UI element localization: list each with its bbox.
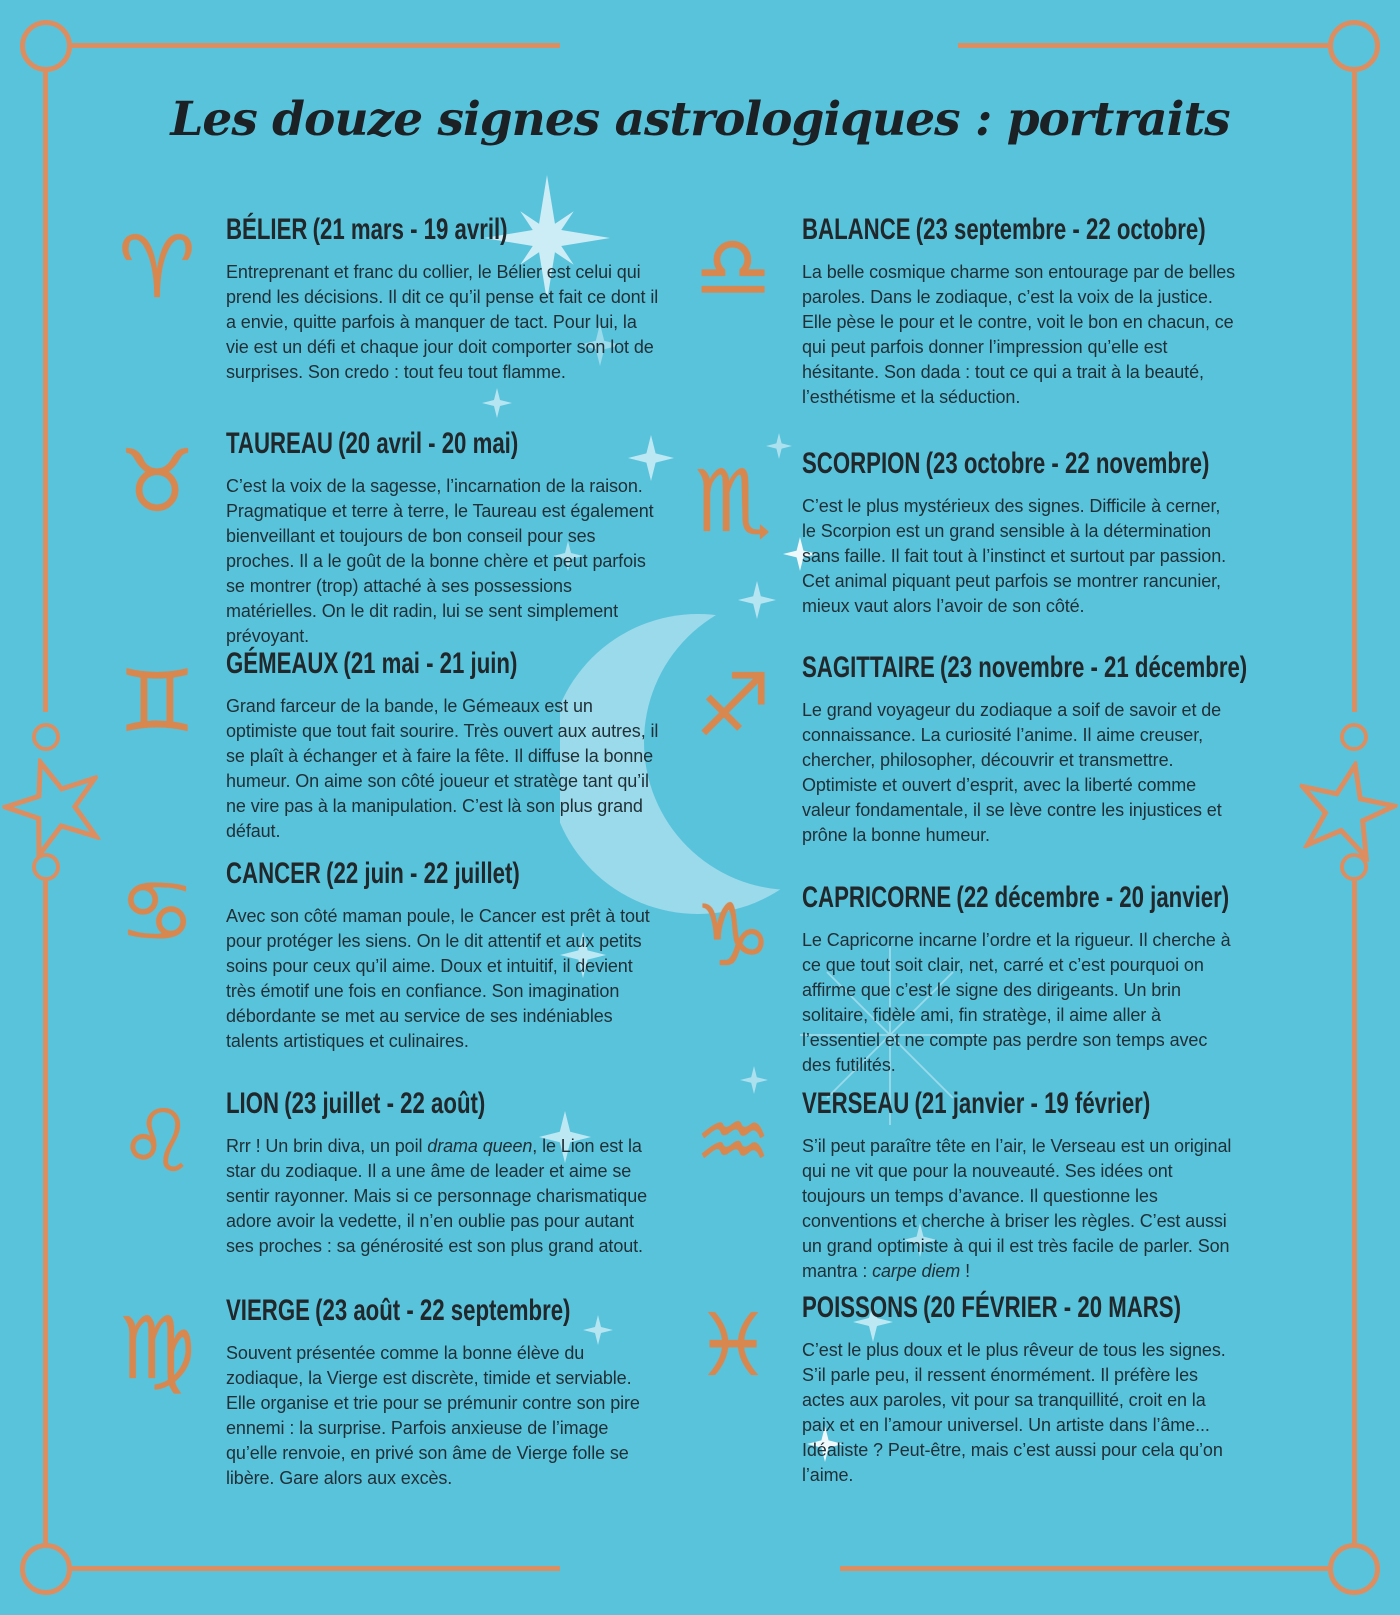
sign-heading-scorpion: SCORPION (23 octobre - 22 novembre) <box>802 447 1210 480</box>
sign-heading-vierge: VIERGE (23 août - 22 septembre) <box>226 1294 571 1327</box>
sparkle-icon <box>482 388 512 418</box>
sign-description-belier: Entreprenant et franc du collier, le Bélier est celui qui prend les décisions. Il dit ce qu’il pense et fait ce dont il a envie, quitte parfois à manquer de tact. Pour lui, la vie est un défi et chaque jour doit comporter son lot de surprises. Son credo : tout feu tout flamme. <box>226 262 659 382</box>
sign-description-taureau: C’est la voix de la sagesse, l’incarnation de la raison. Pragmatique et terre à terre, le Taureau est également bienveillant et toujours de bon conseil pour ses proches. Il a le goût de la bonne chère et peut parfois se montrer (trop) attaché à ses possessions matérielles. On le dit radin, lui se sent simplement prévoyant. <box>226 476 654 646</box>
sign-heading-sagittaire: SAGITTAIRE (23 novembre - 21 décembre) <box>802 651 1248 684</box>
frame-line-bottom-right <box>840 1566 1328 1571</box>
sign-section-balance <box>664 213 1246 410</box>
leo-lion-icon: ♌ <box>118 1092 196 1192</box>
cancer-crab-icon: ♋ <box>118 862 196 962</box>
frame-line-right-lower <box>1352 881 1357 1543</box>
sign-section-vierge <box>88 1294 670 1491</box>
sign-heading-poissons: POISSONS (20 FÉVRIER - 20 MARS) <box>802 1291 1181 1324</box>
frame-line-left-lower <box>43 881 48 1543</box>
sagittarius-archer-icon: ♐ <box>694 656 772 756</box>
taurus-bull-icon: ♉ <box>118 432 196 532</box>
sign-heading-balance: BALANCE (23 septembre - 22 octobre) <box>802 213 1206 246</box>
frame-corner-circle-bottom-right <box>1328 1543 1380 1595</box>
sign-section-gemeaux <box>88 647 670 844</box>
scorpio-scorpion-icon: ♏ <box>694 452 772 552</box>
gemini-twins-icon: ♊ <box>118 652 196 752</box>
sign-heading-capricorne: CAPRICORNE (22 décembre - 20 janvier) <box>802 881 1230 914</box>
sign-section-sagittaire <box>664 651 1246 848</box>
frame-corner-circle-bottom-left <box>20 1543 72 1595</box>
sign-description-balance: La belle cosmique charme son entourage par de belles paroles. Dans le zodiaque, c’est la voix de la justice. Elle pèse le pour et le contre, voit le bon en chacun, ce qui peut parfois donner l’impression qu’elle est hésitante. Son dada : tout ce qui a trait à la beauté, l’esthétisme et la séduction. <box>802 262 1236 407</box>
sign-section-cancer <box>88 857 670 1054</box>
frame-line-top-right <box>958 43 1328 48</box>
sign-description-vierge: Souvent présentée comme la bonne élève du zodiaque, la Vierge est discrète, timide et serviable. Elle organise et trie pour se prémunir contre son pire ennemi : la surprise. Parfois anxieuse de l’image qu’elle renvoie, en privé son âme de Vierge folle se libère. Gare alors aux excès. <box>226 1343 640 1488</box>
sign-description-lion: Rrr ! Un brin diva, un poil drama queen, le Lion est la star du zodiaque. Il a une âme de leader et aime se sentir rayonner. Mais si ce personnage charismatique adore avoir la vedette, il n’en oublie pas pour autant ses proches : sa générosité est son plus grand atout. <box>226 1136 648 1256</box>
sign-heading-gemeaux: GÉMEAUX (21 mai - 21 juin) <box>226 647 518 680</box>
frame-line-left-upper <box>43 72 48 712</box>
frame-small-circle-left-upper <box>32 723 60 751</box>
star-outline-right-icon <box>1287 751 1400 866</box>
frame-line-top-left <box>72 43 560 48</box>
frame-small-circle-right-upper <box>1340 723 1368 751</box>
sign-section-taureau <box>88 427 670 649</box>
sign-description-cancer: Avec son côté maman poule, le Cancer est prêt à tout pour protéger les siens. On le dit attentif et aux petits soins pour ceux qu’il aime. Doux et intuitif, il devient très émotif une fois en confiance. Son imagination débordante se met au service de ses indéniables talents artistiques et culinaires. <box>226 906 650 1051</box>
sign-description-verseau: S’il peut paraître tête en l’air, le Verseau est un original qui ne vit que pour la nouveauté. Ses idées ont toujours un temps d’avance. Il questionne les conventions et cherche à briser les règles. C’est aussi un grand optimiste à qui il est très facile de parler. Son mantra : carpe diem ! <box>802 1136 1232 1281</box>
page-title: Les douze signes astrologiques : portraits <box>170 92 1230 147</box>
sign-heading-verseau: VERSEAU (21 janvier - 19 février) <box>802 1087 1151 1120</box>
sign-description-scorpion: C’est le plus mystérieux des signes. Difficile à cerner, le Scorpion est un grand sensible à la détermination sans faille. Il fait tout à l’instinct et surtout par passion. Cet animal piquant peut parfois se montrer rancunier, mieux vaut alors l’avoir de son côté. <box>802 496 1227 616</box>
sign-heading-belier: BÉLIER (21 mars - 19 avril) <box>226 213 508 246</box>
virgo-maiden-icon: ♍ <box>118 1299 196 1399</box>
sign-section-lion <box>88 1087 670 1259</box>
pisces-fish-icon: ♓ <box>694 1296 772 1396</box>
sign-heading-taureau: TAUREAU (20 avril - 20 mai) <box>226 427 519 460</box>
sign-description-gemeaux: Grand farceur de la bande, le Gémeaux est un optimiste que tout fait sourire. Très ouvert aux autres, il se plaît à échanger et à faire la fête. Il diffuse la bonne humeur. On aime son côté joueur et stratège tant qu’il ne vire pas à la manipulation. C’est là son plus grand défaut. <box>226 696 659 841</box>
sign-description-capricorne: Le Capricorne incarne l’ordre et la rigueur. Il cherche à ce que tout soit clair, net, carré et c’est pourquoi on affirme que c’est le signe des dirigeants. Un brin solitaire, fidèle ami, fin stratège, il aime aller à l’essentiel et ne compte pas perdre son temps avec des futilités. <box>802 930 1231 1075</box>
libra-scales-icon: ♎ <box>694 218 772 318</box>
sign-description-sagittaire: Le grand voyageur du zodiaque a soif de savoir et de connaissance. La curiosité l’anime. Il aime creuser, chercher, philosopher, découvrir et transmettre. Optimiste et ouvert d’esprit, avec la liberté comme valeur fondamentale, il se lève contre les injustices et prône la bonne humeur. <box>802 700 1222 845</box>
frame-line-bottom-left <box>72 1566 560 1571</box>
sign-section-poissons <box>664 1291 1246 1488</box>
aquarius-water-icon: ♒ <box>694 1092 772 1192</box>
capricorn-goat-icon: ♑ <box>694 886 772 986</box>
sign-section-belier <box>88 213 670 385</box>
frame-corner-circle-top-left <box>20 20 72 72</box>
sign-heading-cancer: CANCER (22 juin - 22 juillet) <box>226 857 520 890</box>
frame-line-right-upper <box>1352 72 1357 712</box>
sign-section-scorpion <box>664 447 1246 619</box>
sign-section-verseau <box>664 1087 1246 1284</box>
sign-heading-lion: LION (23 juillet - 22 août) <box>226 1087 486 1120</box>
frame-corner-circle-top-right <box>1328 20 1380 72</box>
aries-ram-icon: ♈ <box>118 218 196 318</box>
sign-section-capricorne <box>664 881 1246 1078</box>
sign-description-poissons: C’est le plus doux et le plus rêveur de tous les signes. S’il parle peu, il ressent énormément. Il préfère les actes aux paroles, vit pour sa tranquillité, croit en la paix et en l’amour universel. Un artiste dans l’âme... Idéaliste ? Peut-être, mais c’est aussi pour cela qu’on l’aime. <box>802 1340 1226 1485</box>
